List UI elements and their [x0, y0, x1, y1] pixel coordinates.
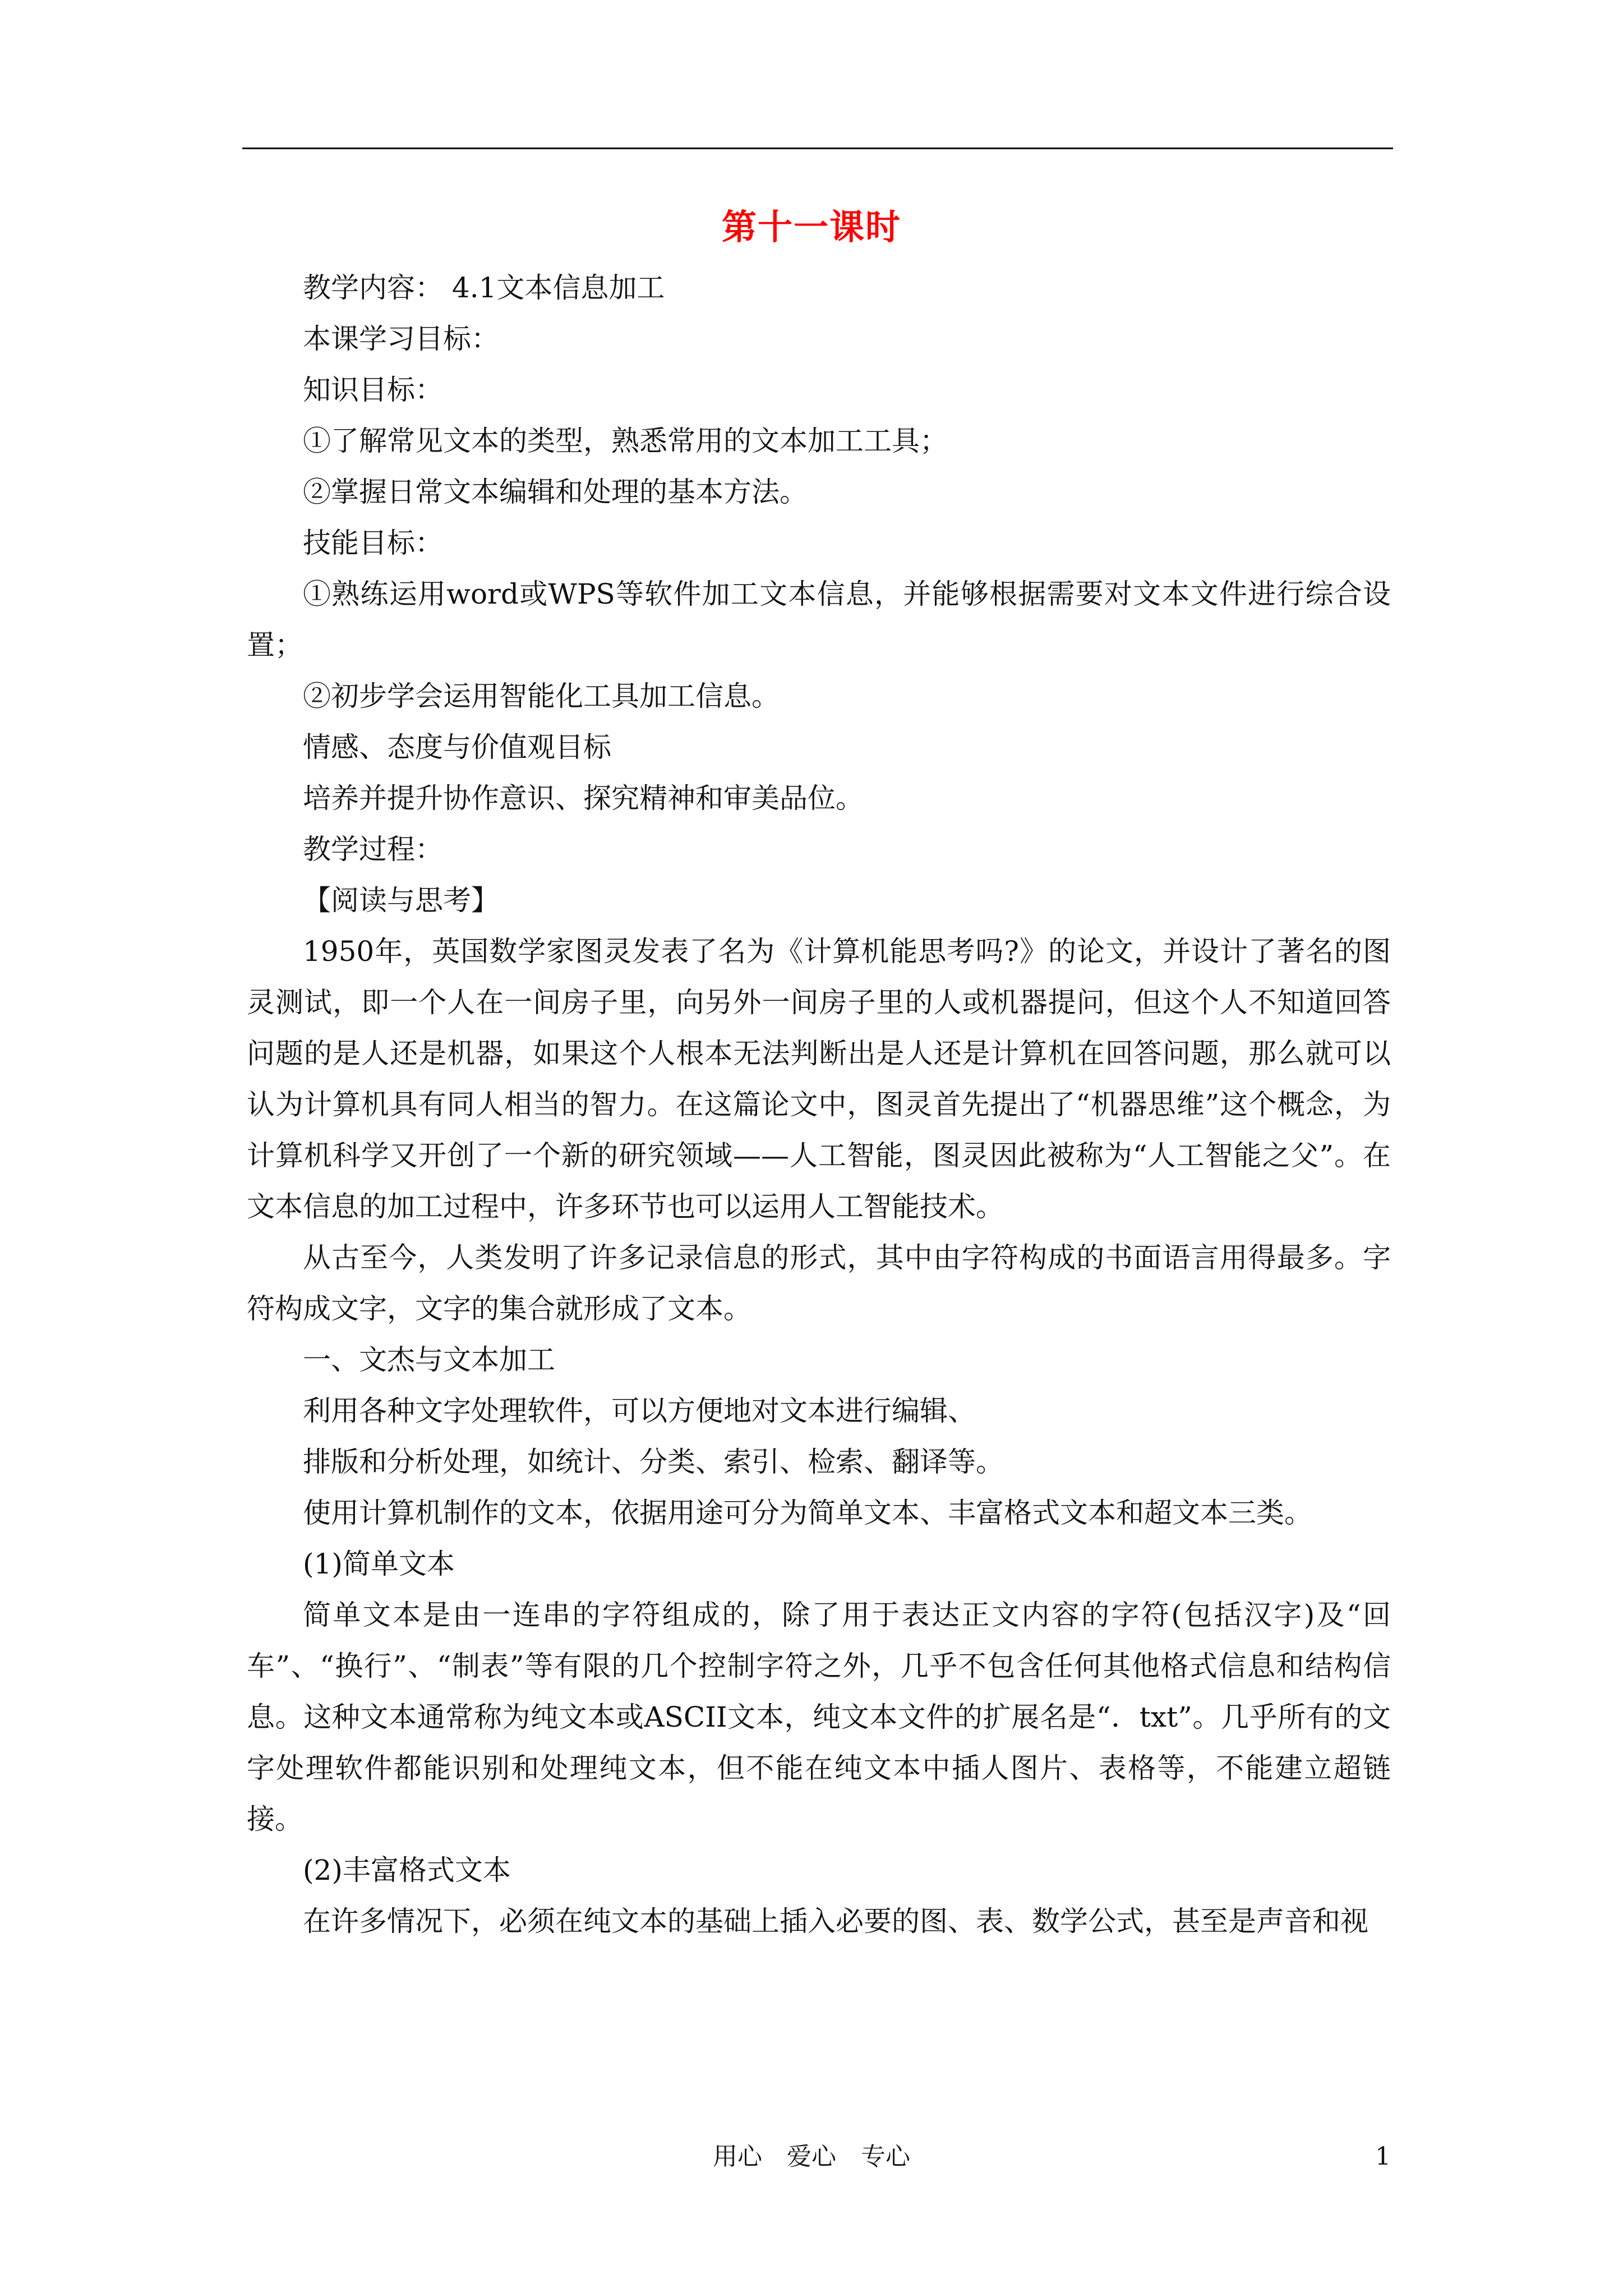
paragraph-knowledge-goal-1: ①了解常见文本的类型，熟悉常用的文本加工工具；: [303, 425, 948, 457]
paragraph-teaching-content: 教学内容： 4.1文本信息加工: [303, 272, 665, 304]
paragraph-knowledge-goal-2: ②掌握日常文本编辑和处理的基本方法。: [303, 476, 808, 508]
paragraph-attitude-goals: 情感、态度与价值观目标: [303, 731, 611, 763]
paragraph-simple-text-heading: (1)简单文本: [303, 1548, 455, 1580]
paragraph-section-one: 一、文杰与文本加工: [303, 1343, 555, 1376]
paragraph-teaching-process: 教学过程：: [303, 833, 443, 866]
footer-motto: 用心 爱心 专心: [713, 2142, 910, 2171]
paragraph-software-2: 排版和分析处理，如统计、分类、索引、检索、翻译等。: [303, 1446, 1004, 1478]
page-title: 第十一课时: [721, 206, 901, 247]
paragraph-attitude-goal: 培养并提升协作意识、探究精神和审美品位。: [303, 782, 864, 815]
page-number: 1: [1375, 2142, 1391, 2171]
paragraph-knowledge-goals: 知识目标：: [303, 374, 443, 406]
paragraph-skill-goal-2: ②初步学会运用智能化工具加工信息。: [303, 680, 780, 712]
paragraph-skill-goals: 技能目标：: [303, 527, 443, 559]
paragraph-rich-text-heading: (2)丰富格式文本: [303, 1854, 511, 1887]
header-rule: [242, 148, 1393, 149]
paragraph-rich-text: 在许多情况下，必须在纯文本的基础上插入必要的图、表、数学公式，甚至是声音和视: [303, 1905, 1368, 1938]
paragraph-software-1: 利用各种文字处理软件，可以方便地对文本进行编辑、: [303, 1395, 976, 1427]
paragraph-simple-text: 简单文本是由一连串的字符组成的，除了用于表达正文内容的字符(包括汉字)及“回车”、“换行”、“制表”等有限的几个控制字符之外，几乎不包含任何其他格式信息和结构信息。这种文本通常称为纯文本或ASCII文本，纯文本文件的扩展名是“．txt”。几乎所有的文字处理软件都能识别和处理纯文本，但不能在纯文本中插人图片、表格等，不能建立超链接。: [247, 1599, 1391, 1835]
paragraph-skill-goal-1: ①熟练运用word或WPS等软件加工文本信息，并能够根据需要对文本文件进行综合设置；: [247, 578, 1391, 661]
paragraph-turing: 1950年，英国数学家图灵发表了名为《计算机能思考吗?》的论文，并设计了著名的图灵测试，即一个人在一间房子里，向另外一间房子里的人或机器提问，但这个人不知道回答问题的是人还是机器，如果这个人根本无法判断出是人还是计算机在回答问题，那么就可以认为计算机具有同人相当的智力。在这篇论文中，图灵首先提出了“机器思维”这个概念，为计算机科学又开创了一个新的研究领域——人工智能，图灵因此被称为“人工智能之父”。在文本信息的加工过程中，许多环节也可以运用人工智能技术。: [247, 935, 1391, 1223]
paragraph-history: 从古至今，人类发明了许多记录信息的形式，其中由字符构成的书面语言用得最多。字符构成文字，文字的集合就形成了文本。: [247, 1241, 1391, 1325]
paragraph-reading-heading: 【阅读与思考】: [303, 884, 499, 917]
paragraph-text-types: 使用计算机制作的文本，依据用途可分为简单文本、丰富格式文本和超文本三类。: [303, 1497, 1312, 1529]
document-body: [247, 263, 1391, 1947]
paragraph-learning-goals: 本课学习目标：: [303, 323, 499, 355]
